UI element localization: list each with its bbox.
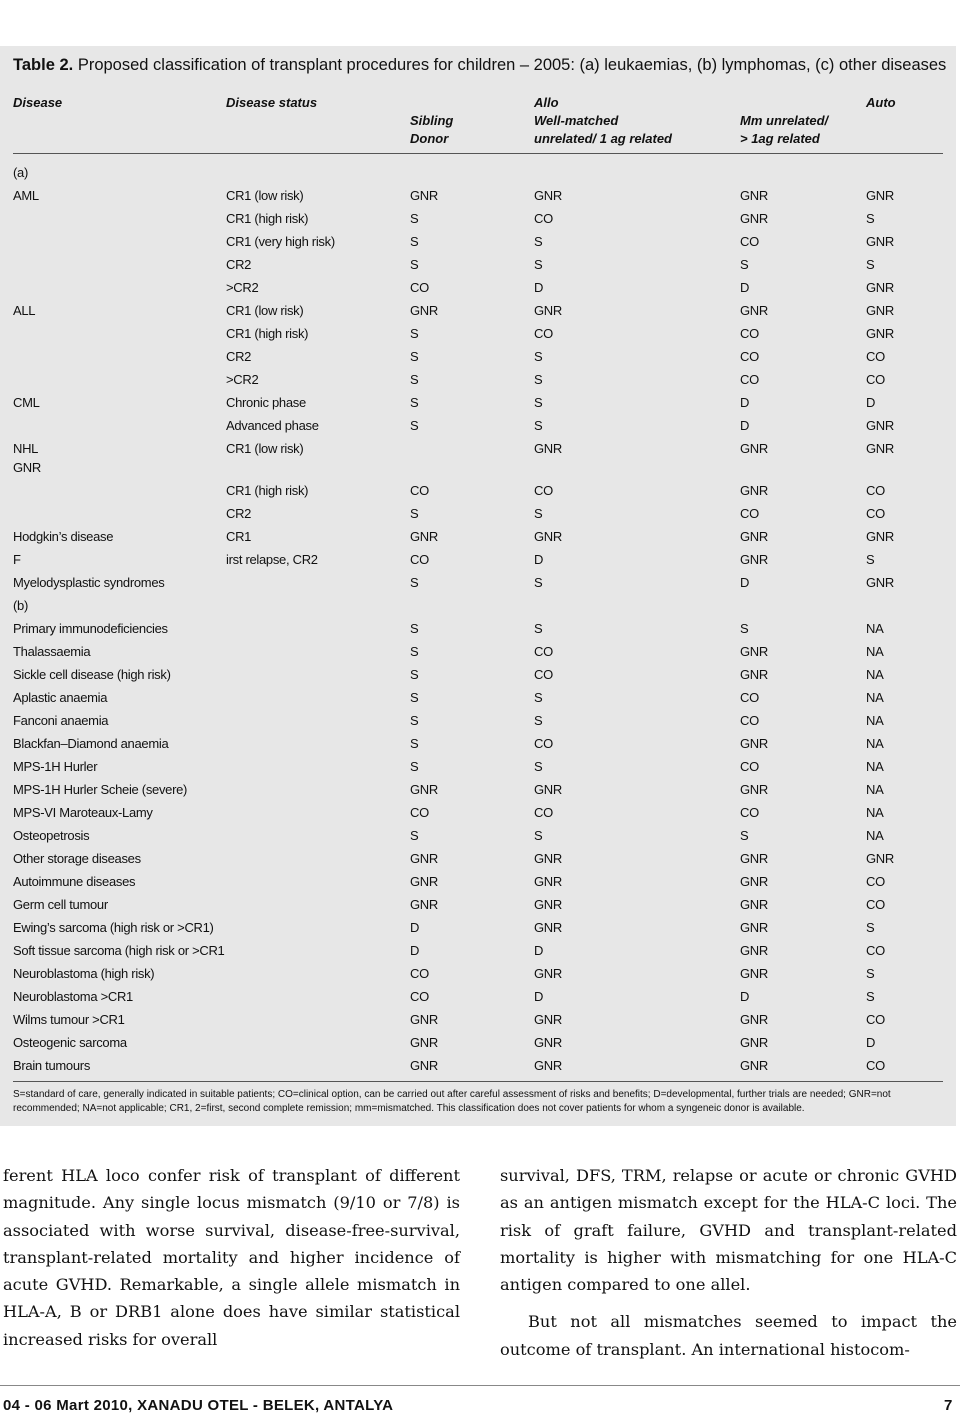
table-cell-disease: CML [13, 395, 40, 410]
table-cell-sib: S [410, 828, 419, 843]
table-caption-text: Proposed classification of transplant procedures for children – 2005: (a) leukaemias, (b) lymphomas, (c) other diseases [77, 56, 947, 74]
table-cell-well: S [534, 506, 543, 521]
table-caption [13, 56, 946, 75]
footer-rule [0, 1385, 960, 1386]
table-cell-status: CR2 [226, 257, 252, 272]
table-cell-sib: GNR [410, 303, 438, 318]
table-cell-sib: CO [410, 989, 429, 1004]
table-cell-well: GNR [534, 897, 562, 912]
table-cell-mm: D [740, 989, 750, 1004]
table-cell-auto: S [866, 211, 875, 226]
table-cell-mm: GNR [740, 920, 768, 935]
table-cell-sib: CO [410, 280, 429, 295]
table-cell-well: GNR [534, 920, 562, 935]
table-cell-sib: D [410, 920, 420, 935]
table-cell-mm: CO [740, 713, 759, 728]
table-cell-auto: NA [866, 759, 884, 774]
table-cell-mm: D [740, 395, 750, 410]
table-cell-mm: GNR [740, 529, 768, 544]
table-cell-sib: S [410, 690, 419, 705]
table-cell-well: GNR [534, 851, 562, 866]
table-cell-disease: AML [13, 188, 39, 203]
table-cell-disease: Hodgkin’s disease [13, 529, 114, 544]
table-cell-sib: GNR [410, 529, 438, 544]
table-cell-auto: CO [866, 506, 885, 521]
table-cell-mm: GNR [740, 851, 768, 866]
table-cell-well: CO [534, 644, 553, 659]
table-cell-mm: GNR [740, 303, 768, 318]
table-cell-sib: GNR [410, 188, 438, 203]
table-cell-status: >CR2 [226, 280, 259, 295]
table-cell-sib: GNR [410, 782, 438, 797]
table-cell-sib: GNR [410, 1012, 438, 1027]
table-cell-well: GNR [534, 188, 562, 203]
table-cell-disease: Ewing’s sarcoma (high risk or >CR1) [13, 920, 214, 935]
table-cell-mm: GNR [740, 782, 768, 797]
table-cell-sib: GNR [410, 897, 438, 912]
table-cell-auto: CO [866, 349, 885, 364]
table-cell-well: GNR [534, 874, 562, 889]
table-cell-auto: S [866, 257, 875, 272]
table-cell-mm: GNR [740, 667, 768, 682]
table-cell-sib: GNR [410, 851, 438, 866]
article-paragraph: survival, DFS, TRM, relapse or acute or chronic GVHD as an antigen mismatch except for the HLA-C loci. The risk of graft failure, GVHD and transplant-related mortality is higher with mismatching for one HLA-C antigen compared to one allel. [500, 1166, 957, 1295]
header-well-matched: Well-matched [534, 113, 619, 128]
table-cell-mm: D [740, 280, 750, 295]
table-cell-mm: CO [740, 805, 759, 820]
header-1ag-related: > 1ag related [740, 131, 820, 146]
table-cell-sib: CO [410, 552, 429, 567]
table-cell-auto: S [866, 989, 875, 1004]
table-cell-well: CO [534, 326, 553, 341]
table-cell-auto: CO [866, 372, 885, 387]
table-cell-disease: Neuroblastoma (high risk) [13, 966, 155, 981]
table-cell-mm: D [740, 418, 750, 433]
article-column-left: ferent HLA loco confer risk of transplant of different magnitude. Any single locus mismatch (9/10 or 7/8) is associated with worse survival, disease-free-survival, transplant-related mortality and higher incidence of acute GVHD. Remarkable, a single allele mismatch in HLA-A, B or DRB1 alone does have similar statistical increased risks for overall [3, 1166, 460, 1349]
table-cell-mm: CO [740, 326, 759, 341]
table-cell-auto: CO [866, 1012, 885, 1027]
table-cell-mm: GNR [740, 1058, 768, 1073]
header-mm-unrelated: Mm unrelated/ [740, 113, 829, 128]
table-cell-well: CO [534, 667, 553, 682]
table-cell-sib: S [410, 713, 419, 728]
table-cell-mm: GNR [740, 552, 768, 567]
table-cell-well: D [534, 989, 544, 1004]
table-cell-mm: GNR [740, 943, 768, 958]
table-cell-well: GNR [534, 441, 562, 456]
table-cell-sib: S [410, 418, 419, 433]
table-cell-auto: GNR [866, 326, 894, 341]
table-cell-well: GNR [534, 782, 562, 797]
table-cell-disease: Thalassaemia [13, 644, 91, 659]
table-cell-sib: S [410, 759, 419, 774]
table-cell-mm: GNR [740, 483, 768, 498]
table-cell-auto: D [866, 1035, 876, 1050]
table-cell-sib: GNR [410, 1035, 438, 1050]
header-sibling: Sibling [410, 113, 454, 128]
table-cell-mm: CO [740, 372, 759, 387]
table-cell-mm: CO [740, 234, 759, 249]
table-cell-auto: GNR [866, 280, 894, 295]
table-cell-disease: Neuroblastoma >CR1 [13, 989, 133, 1004]
table-cell-auto: GNR [866, 303, 894, 318]
table-cell-well: CO [534, 483, 553, 498]
table-cell-sib: S [410, 349, 419, 364]
table-cell-mm: CO [740, 506, 759, 521]
table-cell-auto: NA [866, 621, 884, 636]
table-cell-sib: CO [410, 483, 429, 498]
table-cell-status: CR1 (high risk) [226, 211, 309, 226]
table-cell-well: S [534, 713, 543, 728]
table-cell-disease: Sickle cell disease (high risk) [13, 667, 171, 682]
table-cell-auto: CO [866, 1058, 885, 1073]
table-cell-sib: S [410, 575, 419, 590]
table-cell-well: S [534, 372, 543, 387]
table-cell-status: CR1 (high risk) [226, 326, 309, 341]
header-rule [13, 153, 943, 154]
table-cell-auto: GNR [866, 851, 894, 866]
table-cell-mm: GNR [740, 1012, 768, 1027]
table-cell-mm: GNR [740, 441, 768, 456]
table-cell-disease: MPS-VI Maroteaux-Lamy [13, 805, 153, 820]
table-cell-sib: S [410, 395, 419, 410]
table-cell-status: CR1 (very high risk) [226, 234, 335, 249]
table-cell-auto: NA [866, 713, 884, 728]
table-cell-disease: Primary immunodeficiencies [13, 621, 168, 636]
table-cell-status: CR1 (high risk) [226, 483, 309, 498]
table-cell-well: GNR [534, 303, 562, 318]
table-cell-well: S [534, 828, 543, 843]
table-cell-mm: GNR [740, 211, 768, 226]
table-cell-auto: NA [866, 667, 884, 682]
article-column-right [500, 1162, 957, 1363]
table-cell-well: S [534, 395, 543, 410]
header-disease: Disease [13, 95, 63, 110]
table-cell-auto: NA [866, 805, 884, 820]
table-cell-well: GNR [534, 1035, 562, 1050]
table-cell-well: D [534, 280, 544, 295]
table-cell-disease: ALL [13, 303, 36, 318]
table-cell-disease: (b) [13, 598, 28, 613]
footnote-rule [13, 1081, 943, 1082]
table-cell-auto: NA [866, 828, 884, 843]
table-cell-well: GNR [534, 1058, 562, 1073]
table-cell-mm: S [740, 828, 749, 843]
table-cell-disease: Osteogenic sarcoma [13, 1035, 127, 1050]
table-cell-sib: S [410, 326, 419, 341]
table-cell-disease: Other storage diseases [13, 851, 141, 866]
header-donor: Donor [410, 131, 449, 146]
table-cell-status: >CR2 [226, 372, 259, 387]
table-cell-sib: S [410, 644, 419, 659]
table-cell-disease: Fanconi anaemia [13, 713, 109, 728]
table-cell-disease: F [13, 552, 21, 567]
header-allo: Allo [534, 95, 559, 110]
header-auto: Auto [866, 95, 896, 110]
table-cell-sib: GNR [410, 874, 438, 889]
table-cell-mm: GNR [740, 897, 768, 912]
table-cell-disease: Aplastic anaemia [13, 690, 108, 705]
table-cell-auto: CO [866, 943, 885, 958]
table-cell-well: GNR [534, 966, 562, 981]
table-cell-well: S [534, 418, 543, 433]
table-footnote: S=standard of care, generally indicated in suitable patients; CO=clinical option, can be carried out after careful assessment of risks and benefits; D=developmental, further trials are needed; GNR=not recommended; NA=not applicable; CR1, 2=first, second complete remission; mm=mismatched. This classification does not cover patients for whom a syngeneic donor is available. [13, 1089, 891, 1114]
table-cell-mm: GNR [740, 188, 768, 203]
table-cell-sib: S [410, 506, 419, 521]
page-number: 7 [944, 1397, 953, 1414]
table-cell-well: GNR [534, 529, 562, 544]
table-cell-well: S [534, 349, 543, 364]
table-cell-status: CR2 [226, 349, 252, 364]
table-cell-auto: CO [866, 874, 885, 889]
table-cell-status: CR1 (low risk) [226, 303, 304, 318]
table-cell-sib: S [410, 667, 419, 682]
table-cell-disease: Myelodysplastic syndromes [13, 575, 165, 590]
article-paragraph: But not all mismatches seemed to impact the outcome of transplant. An international histocom- [500, 1312, 957, 1359]
table-cell-status: CR1 (low risk) [226, 188, 304, 203]
table-cell-auto: GNR [866, 234, 894, 249]
table-cell-disease: Wilms tumour >CR1 [13, 1012, 125, 1027]
header-status: Disease status [226, 95, 318, 110]
table-cell-disease: MPS-1H Hurler Scheie (severe) [13, 782, 188, 797]
table-cell-disease: Brain tumours [13, 1058, 91, 1073]
table-cell-disease: GNR [13, 460, 41, 475]
table-cell-well: S [534, 621, 543, 636]
table-cell-auto: GNR [866, 441, 894, 456]
table-cell-sib: D [410, 943, 420, 958]
table-cell-sib: CO [410, 966, 429, 981]
table-cell-well: CO [534, 736, 553, 751]
table-cell-auto: GNR [866, 418, 894, 433]
table-cell-sib: S [410, 621, 419, 636]
table-cell-sib: S [410, 372, 419, 387]
table-cell-well: D [534, 943, 544, 958]
table-cell-disease: (a) [13, 165, 28, 180]
table-cell-status: Advanced phase [226, 418, 319, 433]
table-cell-sib: S [410, 211, 419, 226]
table-cell-sib: S [410, 736, 419, 751]
table-cell-auto: S [866, 966, 875, 981]
table-cell-auto: NA [866, 782, 884, 797]
table-cell-disease: MPS-1H Hurler [13, 759, 98, 774]
table-cell-well: CO [534, 805, 553, 820]
table-cell-well: S [534, 575, 543, 590]
table-cell-well: GNR [534, 1012, 562, 1027]
table-label: Table 2. [13, 56, 74, 74]
table-cell-auto: NA [866, 644, 884, 659]
table-cell-disease: Germ cell tumour [13, 897, 108, 912]
table-cell-mm: GNR [740, 1035, 768, 1050]
table-cell-auto: GNR [866, 188, 894, 203]
table-cell-mm: GNR [740, 874, 768, 889]
table-cell-auto: S [866, 552, 875, 567]
table-cell-well: CO [534, 211, 553, 226]
table-cell-status: irst relapse, CR2 [226, 552, 318, 567]
table-cell-mm: S [740, 257, 749, 272]
table-cell-mm: CO [740, 349, 759, 364]
table-cell-auto: GNR [866, 529, 894, 544]
table-cell-sib: S [410, 257, 419, 272]
table-cell-well: S [534, 759, 543, 774]
table-cell-status: CR2 [226, 506, 252, 521]
table-cell-disease: Osteopetrosis [13, 828, 90, 843]
table-cell-status: CR1 (low risk) [226, 441, 304, 456]
header-unrelated-1ag: unrelated/ 1 ag related [534, 131, 672, 146]
table-cell-auto: D [866, 395, 876, 410]
table-cell-mm: GNR [740, 966, 768, 981]
table-cell-well: S [534, 234, 543, 249]
table-cell-auto: S [866, 920, 875, 935]
table-cell-disease: Blackfan–Diamond anaemia [13, 736, 169, 751]
table-cell-mm: D [740, 575, 750, 590]
table-cell-auto: NA [866, 690, 884, 705]
table-cell-status: Chronic phase [226, 395, 306, 410]
table-cell-sib: S [410, 234, 419, 249]
table-cell-status: CR1 [226, 529, 252, 544]
table-cell-disease: Soft tissue sarcoma (high risk or >CR1 [13, 943, 225, 958]
table-cell-auto: NA [866, 736, 884, 751]
table-cell-mm: CO [740, 759, 759, 774]
footer-event: 04 - 06 Mart 2010, XANADU OTEL - BELEK, ANTALYA [3, 1397, 394, 1414]
table-cell-mm: GNR [740, 736, 768, 751]
table-cell-disease: Autoimmune diseases [13, 874, 136, 889]
table-cell-mm: S [740, 621, 749, 636]
table-cell-well: D [534, 552, 544, 567]
table-cell-well: S [534, 690, 543, 705]
table-cell-auto: CO [866, 483, 885, 498]
table-cell-disease: NHL [13, 441, 39, 456]
table-cell-sib: GNR [410, 1058, 438, 1073]
table-cell-auto: CO [866, 897, 885, 912]
table-cell-sib: CO [410, 805, 429, 820]
table-cell-well: S [534, 257, 543, 272]
table-cell-auto: GNR [866, 575, 894, 590]
table-cell-mm: CO [740, 690, 759, 705]
table-cell-mm: GNR [740, 644, 768, 659]
